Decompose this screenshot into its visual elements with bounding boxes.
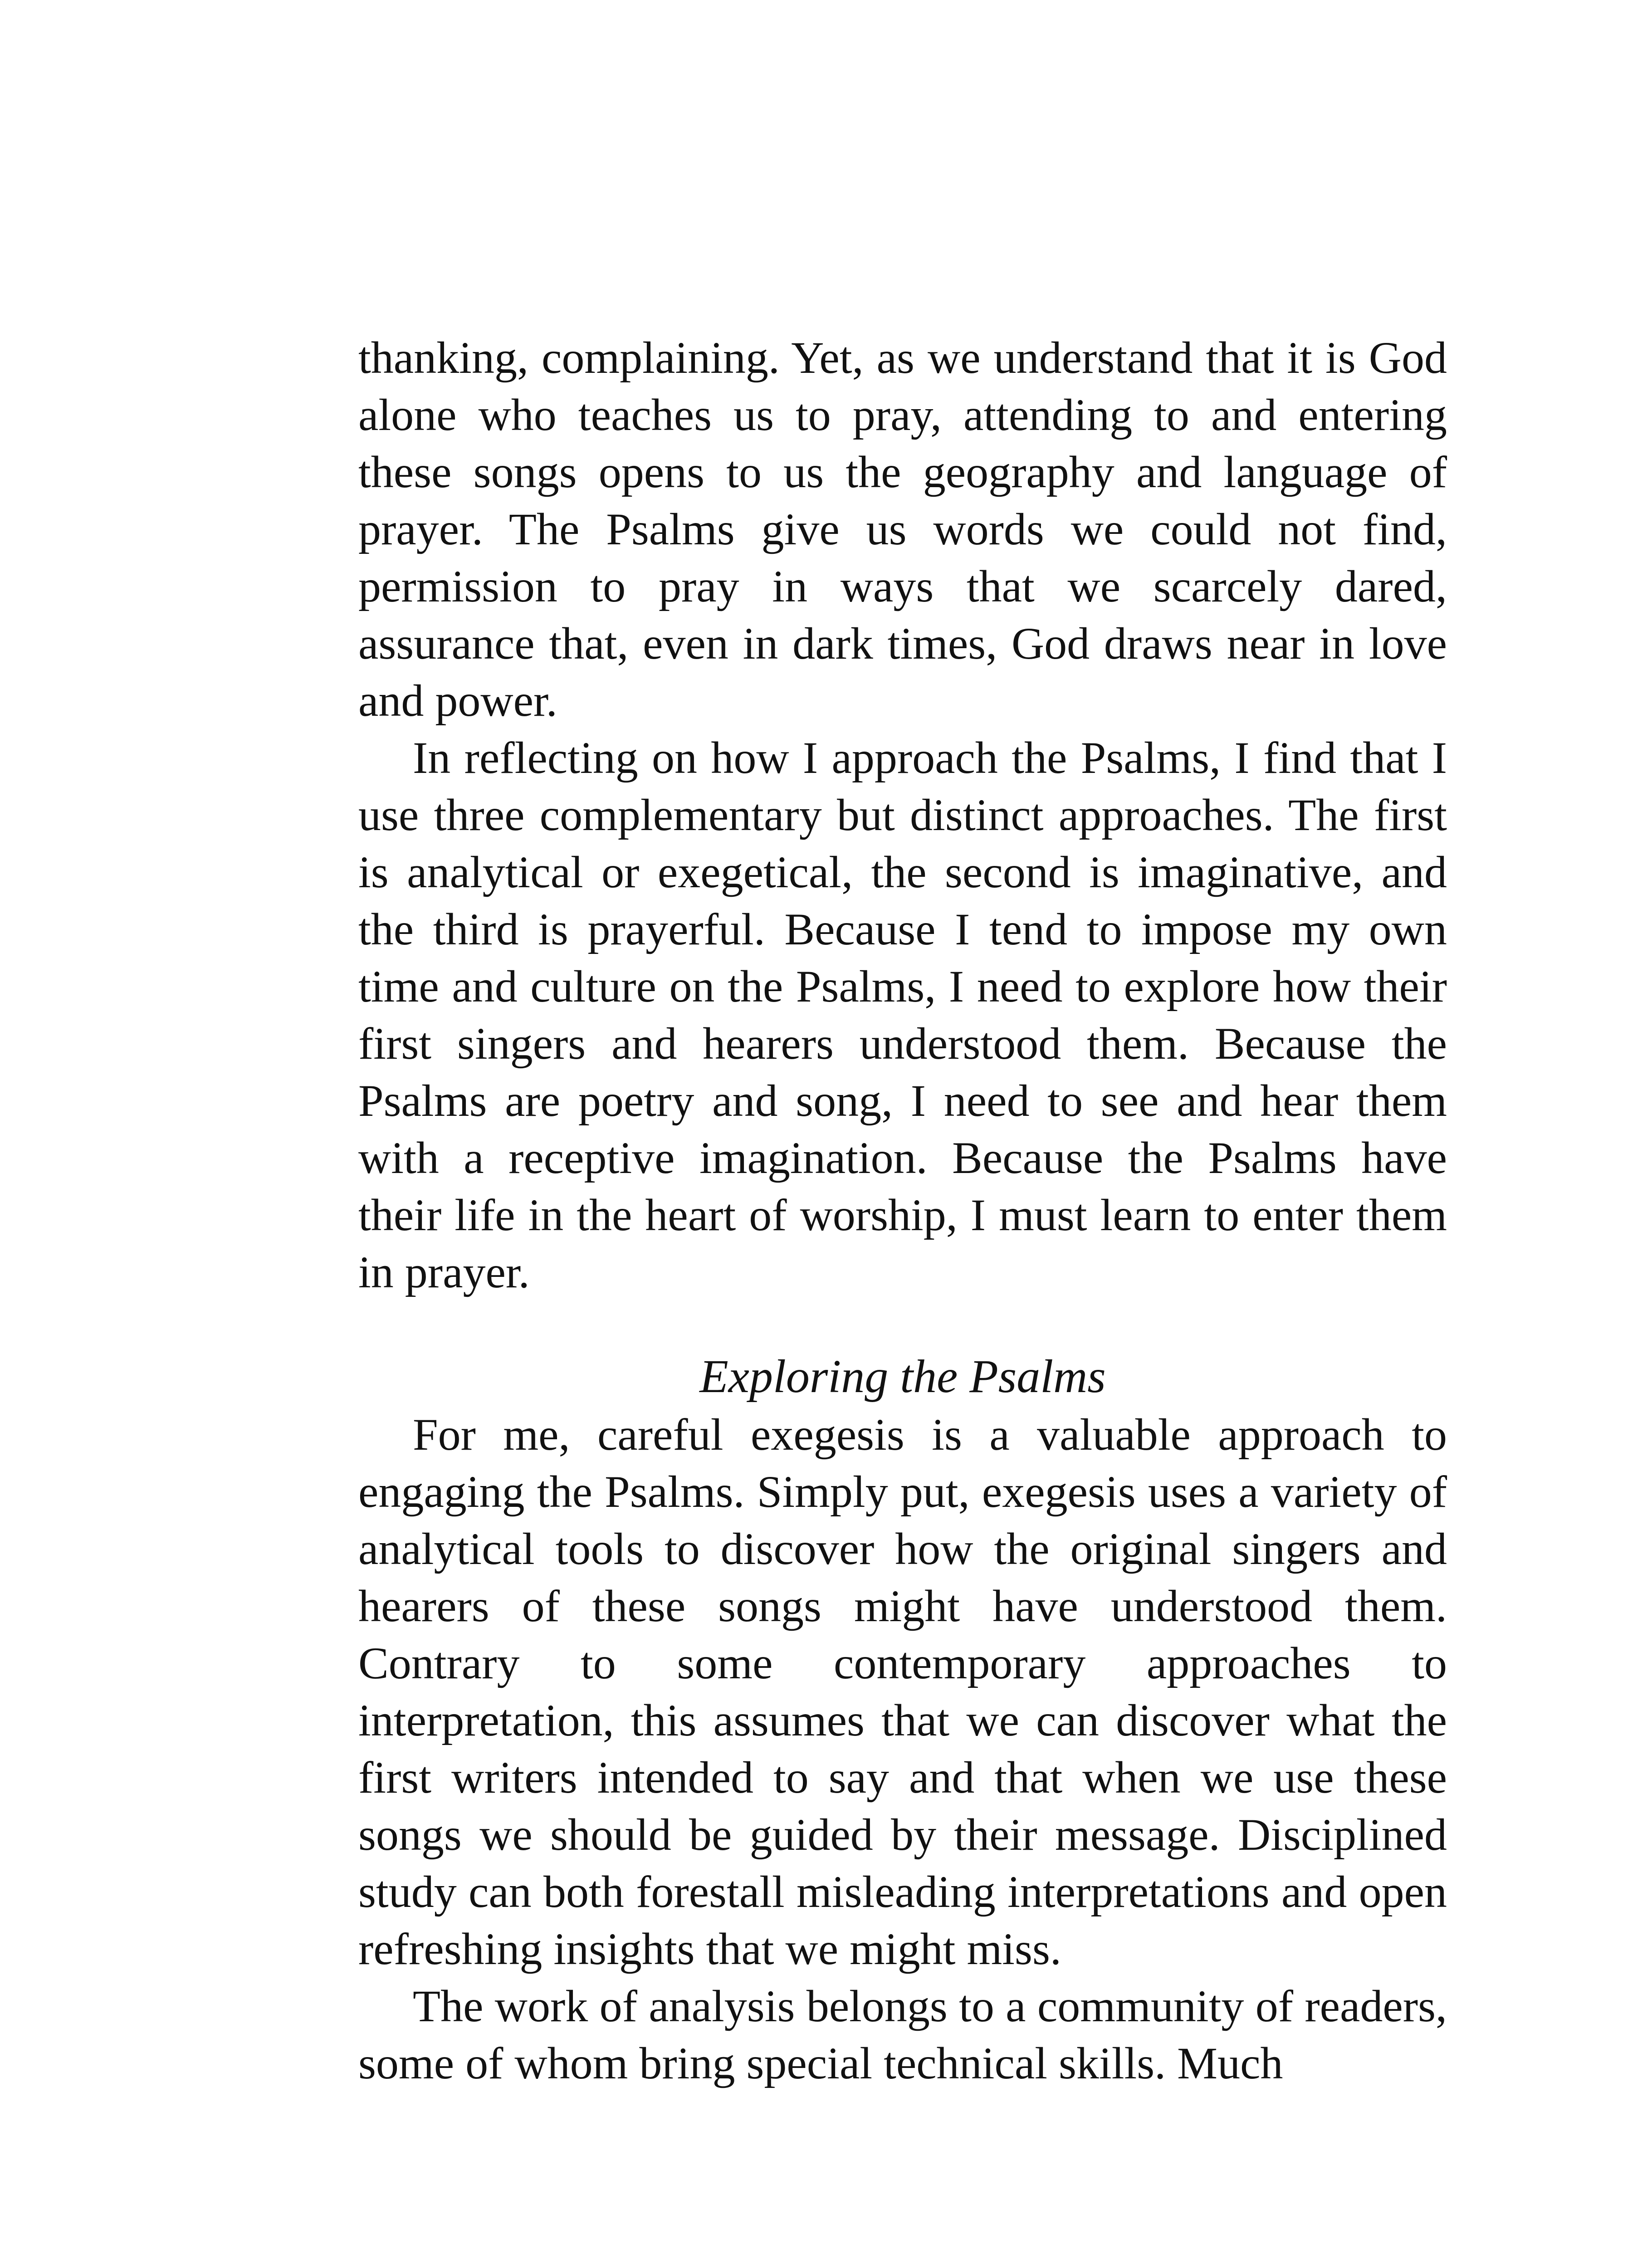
body-text-top bbox=[358, 329, 1447, 729]
section-heading: Exploring the Psalms bbox=[699, 1350, 1106, 1403]
body-text-exegesis bbox=[358, 1406, 1447, 1978]
paragraph-continued: thanking, complaining. Yet, as we understand that it is God alone who teaches us to pray, attending to and entering these songs opens to us the geography and language of prayer. The Psalms give us words we could not find, permission to pray in ways that we scarcely dared, assurance that, even in dark times, God draws near in love and power. bbox=[358, 332, 1447, 726]
body-text-approaches bbox=[358, 729, 1447, 1301]
paragraph-approaches: In reflecting on how I approach the Psalms, I find that I use three complementary but distinct approaches. The first is analytical or exegetical, the second is imaginative, and the third is prayerful. Because I tend to impose my own time and culture on the Psalms, I need to explore how their first singers and hearers understood them. Because the Psalms are poetry and song, I need to see and hear them with a receptive imagination. Because the Psalms have their life in the heart of worship, I must learn to enter them in prayer. bbox=[358, 733, 1447, 1297]
paragraph-exegesis: For me, careful exegesis is a valuable approach to engaging the Psalms. Simply put, exegesis uses a variety of analytical tools to discover how the original singers and hearers of these songs might have understood them. Contrary to some contemporary approaches to interpretation, this assumes that we can discover what the first writers intended to say and that when we use these songs we should be guided by their message. Disciplined study can both forestall misleading interpretations and open refreshing insights that we might miss. bbox=[358, 1409, 1447, 1974]
paragraph-analysis: The work of analysis belongs to a community of readers, some of whom bring special technical skills. Much bbox=[358, 1981, 1447, 2088]
body-text-analysis bbox=[358, 1978, 1447, 2092]
